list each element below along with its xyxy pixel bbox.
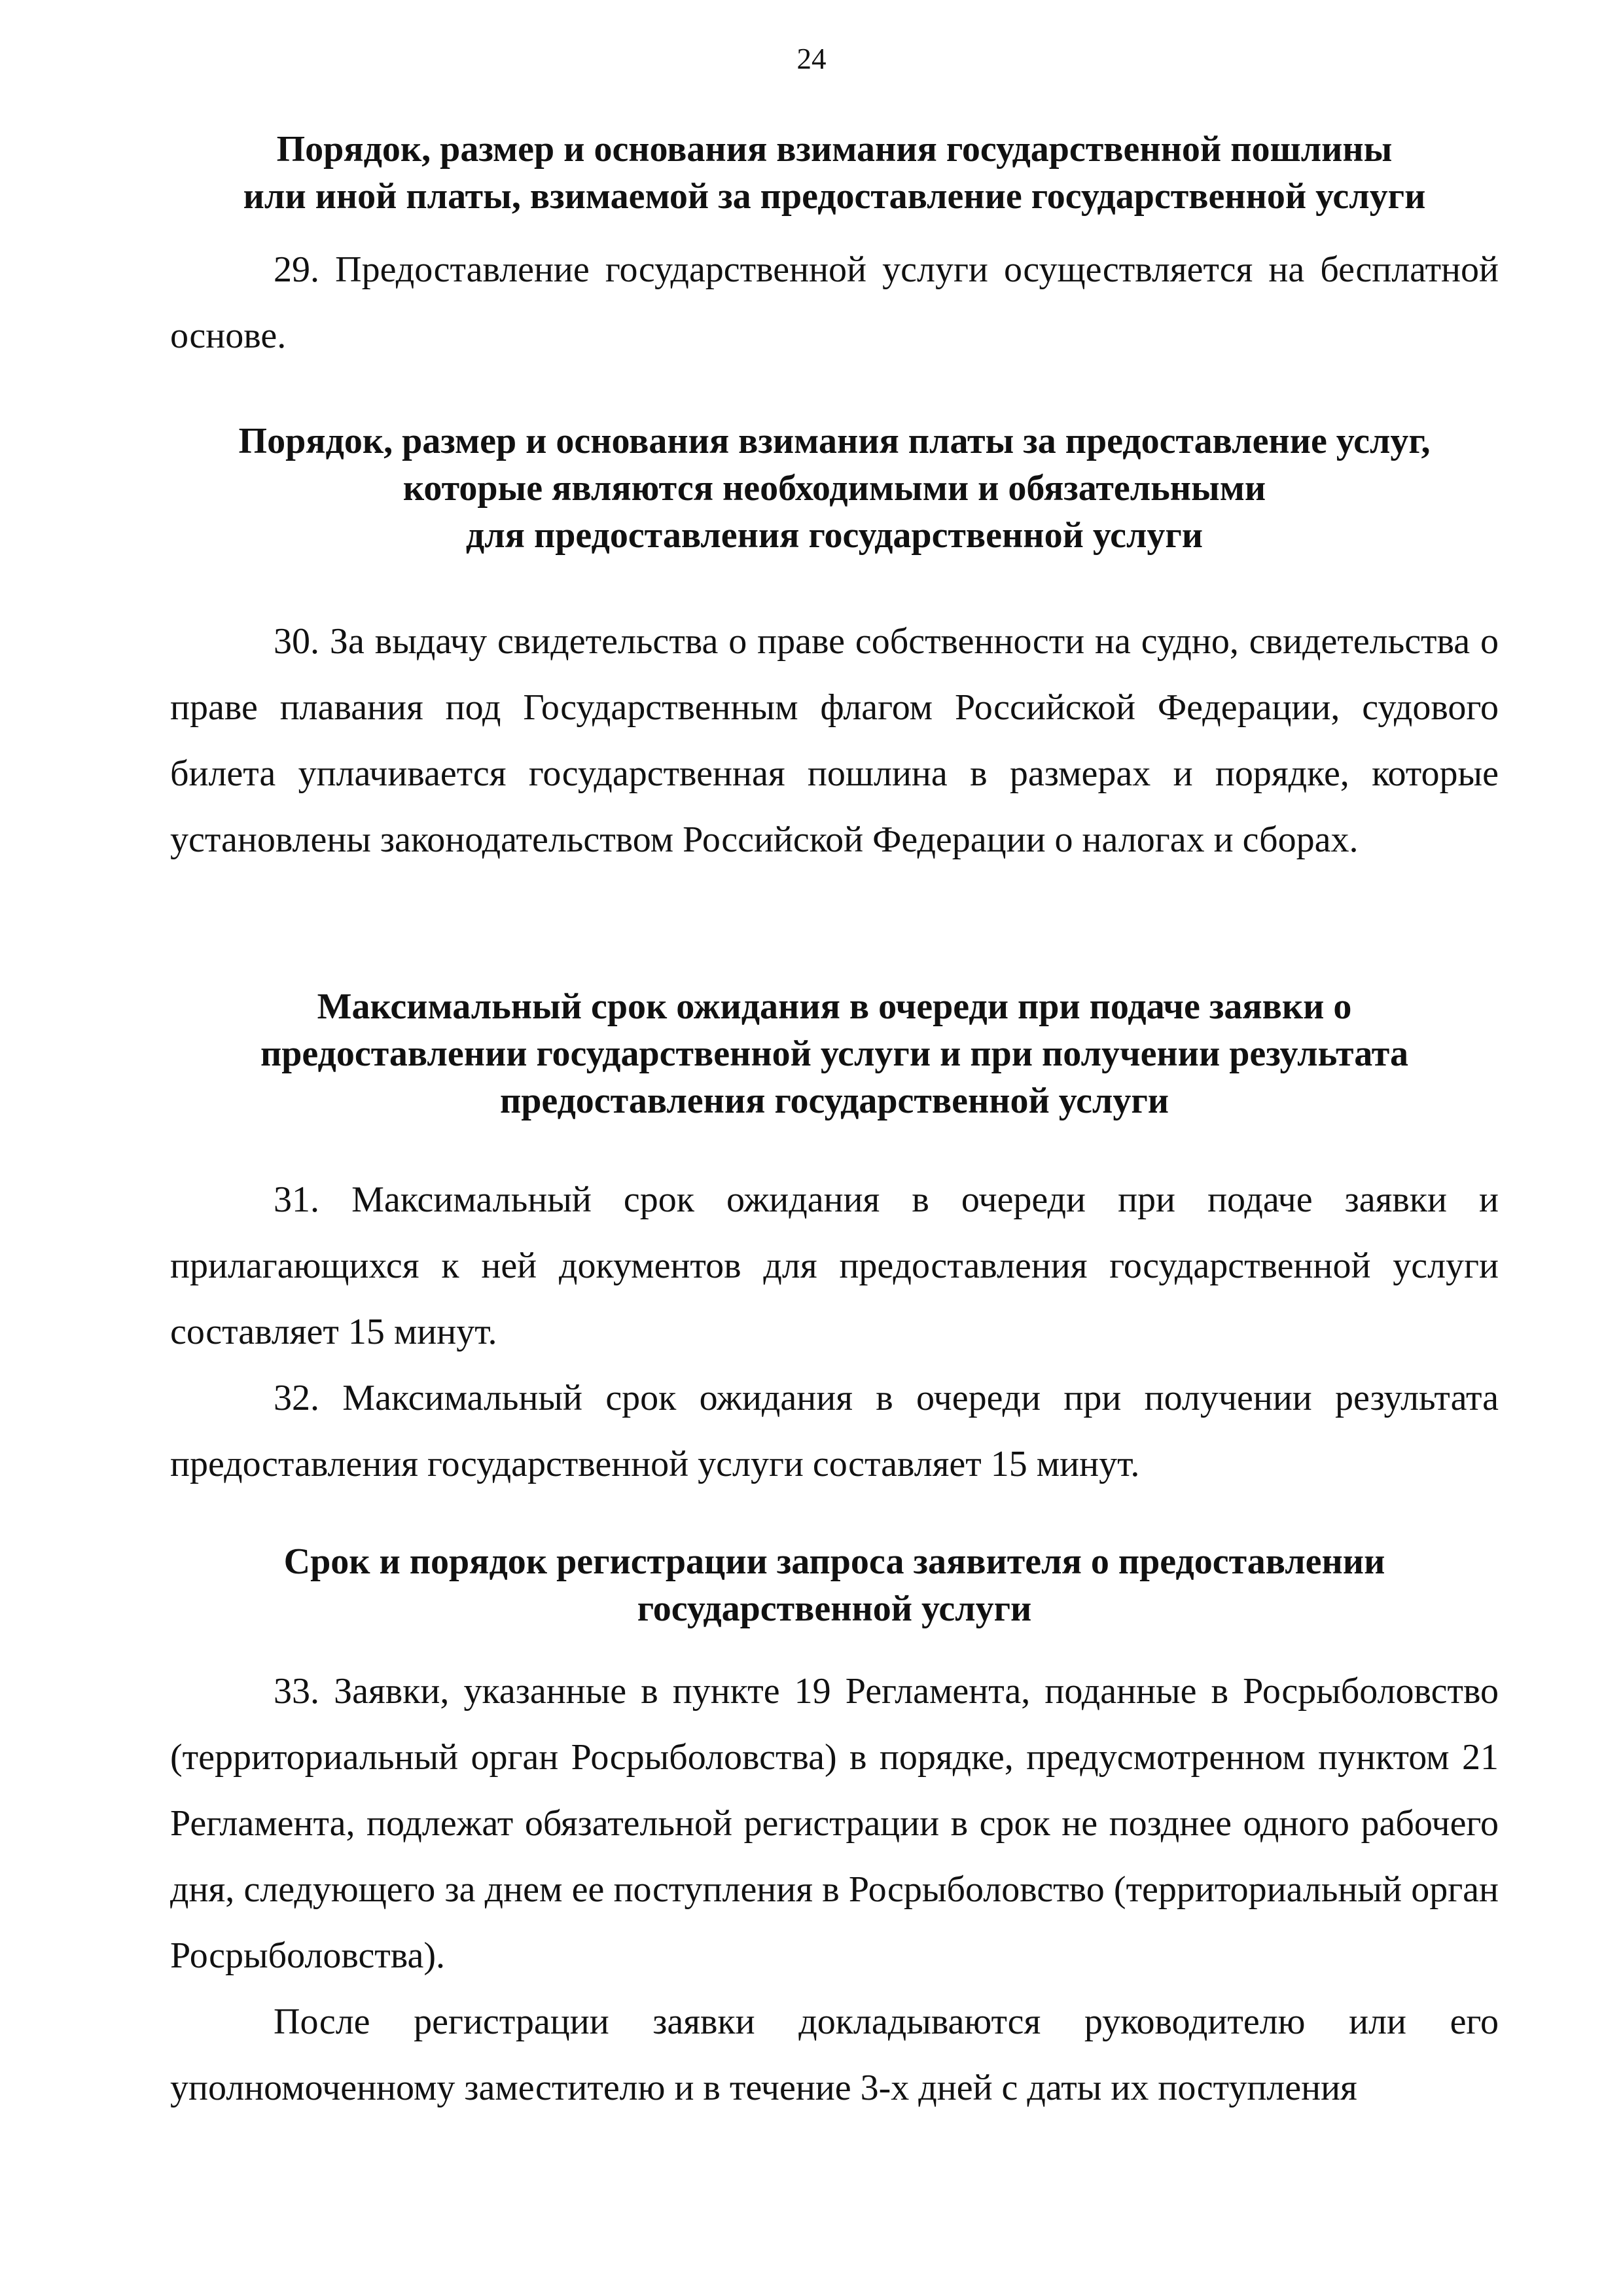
paragraph-30: 30. За выдачу свидетельства о праве собственности на судно, свидетельства о праве плавания под Государственным флагом Российской Федерации, судового билета уплачивается государственная пошлина в размерах и порядке, которые установлены законодательством Российской Федерации о налогах и сборах.	[170, 621, 1499, 860]
section-heading-state-fee	[170, 126, 1499, 220]
page-number: 24	[796, 43, 827, 75]
paragraph-32: 32. Максимальный срок ожидания в очереди при получении результата предоставления государственной услуги составляет 15 минут.	[170, 1378, 1499, 1484]
heading-line: которые являются необходимыми и обязательными	[402, 468, 1266, 509]
heading-line: государственной услуги	[637, 1588, 1032, 1629]
heading-line: Максимальный срок ожидания в очереди при подаче заявки о	[317, 986, 1352, 1027]
section-heading-required-services-fee	[170, 418, 1499, 559]
heading-line: Порядок, размер и основания взимания государственной пошлины	[276, 129, 1393, 170]
heading-line: или иной платы, взимаемой за предоставление государственной услуги	[243, 176, 1426, 217]
heading-line: Срок и порядок регистрации запроса заявителя о предоставлении	[283, 1541, 1385, 1582]
section-heading-max-wait-time	[170, 983, 1499, 1124]
heading-line: предоставления государственной услуги	[499, 1081, 1169, 1121]
paragraph-29: 29. Предоставление государственной услуги осуществляется на бесплатной основе.	[170, 249, 1499, 356]
paragraph-after-registration: После регистрации заявки докладываются руководителю или его уполномоченному заместителю и в течение 3-х дней с даты их поступления	[170, 2001, 1499, 2108]
heading-line: предоставлении государственной услуги и при получении результата	[260, 1033, 1408, 1074]
heading-line: для предоставления государственной услуги	[465, 515, 1204, 556]
heading-line: Порядок, размер и основания взимания платы за предоставление услуг,	[238, 421, 1431, 461]
paragraph-31: 31. Максимальный срок ожидания в очереди при подаче заявки и прилагающихся к ней документов для предоставления государственной услуги составляет 15 минут.	[170, 1179, 1499, 1352]
section-heading-registration	[170, 1538, 1499, 1632]
paragraph-33: 33. Заявки, указанные в пункте 19 Регламента, поданные в Росрыболовство (территориальный орган Росрыболовства) в порядке, предусмотренном пунктом 21 Регламента, подлежат обязательной регистрации в срок не позднее одного рабочего дня, следующего за днем ее поступления в Росрыболовство (территориальный орган Росрыболовства).	[170, 1671, 1499, 1976]
